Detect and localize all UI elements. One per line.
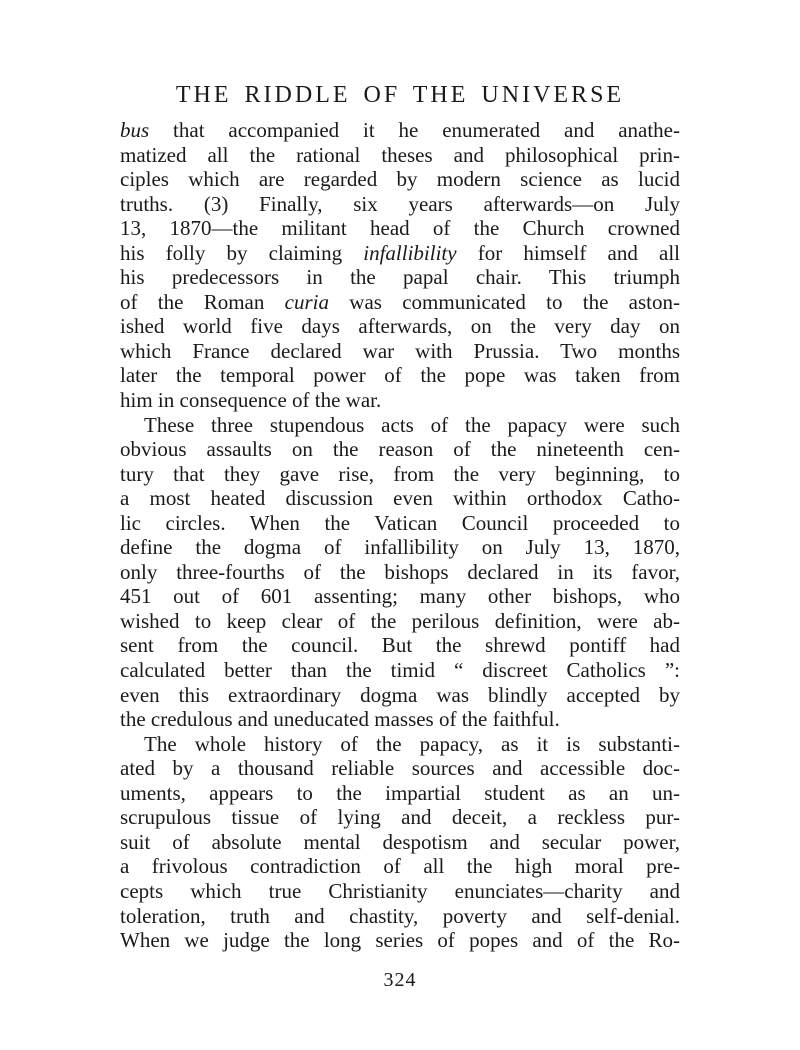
text-line: [120, 511, 680, 536]
italic-term: curia: [284, 289, 329, 314]
text-line: [120, 388, 680, 413]
line-text: 13, 1870—the militant head of the Church crowned: [120, 216, 680, 241]
text-line: [120, 363, 680, 388]
text-line: [120, 756, 680, 781]
line-text-after: that accompanied it he enumerated and anathe-: [149, 118, 680, 142]
line-text: These three stupendous acts of the papacy were such: [144, 412, 680, 437]
line-text: lic circles. When the Vatican Council proceeded to: [120, 510, 680, 535]
text-line: [120, 339, 680, 364]
text-line: [120, 314, 680, 339]
text-line: [120, 486, 680, 511]
text-line: [120, 707, 680, 732]
line-text-after: for himself and all: [456, 240, 680, 265]
text-line: [120, 584, 680, 609]
text-line: [120, 879, 680, 904]
line-text: tury that they gave rise, from the very beginning, to: [120, 461, 680, 486]
line-text: ciples which are regarded by modern science as lucid: [120, 167, 680, 192]
italic-term: infallibility: [363, 240, 457, 265]
text-line: [120, 143, 680, 168]
line-text: a frivolous contradiction of all the high moral pre-: [120, 854, 680, 879]
book-page: [120, 0, 680, 1050]
text-line: [120, 658, 680, 683]
body-text: [120, 118, 680, 953]
text-line: [120, 904, 680, 929]
line-text: define the dogma of infallibility on July 13, 1870,: [120, 535, 680, 560]
text-line: [120, 854, 680, 879]
text-line: [120, 535, 680, 560]
line-text-after: was communicated to the aston-: [329, 289, 681, 314]
line-text: cepts which true Christianity enunciates—charity and: [120, 878, 680, 903]
line-text: the credulous and uneducated masses of the faithful.: [120, 707, 560, 732]
line-text: him in consequence of the war.: [120, 388, 382, 413]
line-text: calculated better than the timid “ discreet Catholics ”:: [120, 658, 680, 683]
line-text: scrupulous tissue of lying and deceit, a reckless pur-: [120, 805, 680, 830]
text-line: [120, 830, 680, 855]
line-text: which France declared war with Prussia. Two months: [120, 338, 680, 363]
line-text: sent from the council. But the shrewd pontiff had: [120, 633, 680, 658]
text-line: [120, 437, 680, 462]
page-number: 324: [383, 969, 417, 991]
text-line: [120, 216, 680, 241]
line-text: suit of absolute mental despotism and secular power,: [120, 829, 680, 854]
text-line: [120, 241, 680, 266]
line-text: obvious assaults on the reason of the nineteenth cen-: [120, 437, 680, 462]
text-line: [120, 609, 680, 634]
text-line: [120, 290, 680, 315]
line-text: his predecessors in the papal chair. This triumph: [120, 265, 680, 290]
italic-term: bus: [120, 118, 150, 142]
line-text: only three-fourths of the bishops declared in its favor,: [120, 559, 680, 584]
line-text: wished to keep clear of the perilous definition, were ab-: [120, 608, 680, 633]
text-line: [120, 192, 680, 217]
text-line: [120, 413, 680, 438]
line-text: toleration, truth and chastity, poverty and self-denial.: [120, 903, 680, 928]
text-line: [120, 781, 680, 806]
text-line: [120, 633, 680, 658]
text-line: [120, 805, 680, 830]
line-text: ated by a thousand reliable sources and accessible doc-: [120, 756, 680, 781]
line-text: his folly by claiming: [120, 240, 364, 265]
text-line: [120, 167, 680, 192]
text-line: [120, 462, 680, 487]
line-text: of the Roman: [120, 289, 285, 314]
line-text: a most heated discussion even within orthodox Catho-: [120, 486, 680, 511]
running-head: THE RIDDLE OF THE UNIVERSE: [175, 82, 625, 108]
line-text: matized all the rational theses and philosophical prin-: [120, 142, 680, 167]
text-line: [120, 118, 680, 143]
text-line: [120, 683, 680, 708]
text-line: [120, 560, 680, 585]
text-line: [120, 732, 680, 757]
line-text: When we judge the long series of popes and of the Ro-: [120, 928, 680, 953]
line-text: truths. (3) Finally, six years afterwards—on July: [120, 191, 680, 216]
line-text: even this extraordinary dogma was blindly accepted by: [120, 682, 680, 707]
text-line: [120, 928, 680, 953]
line-text: ished world five days afterwards, on the very day on: [120, 314, 680, 339]
line-text: The whole history of the papacy, as it is substanti-: [144, 731, 680, 756]
line-text: 451 out of 601 assenting; many other bishops, who: [120, 584, 680, 609]
line-text: later the temporal power of the pope was taken from: [120, 363, 680, 388]
line-text: uments, appears to the impartial student as an un-: [120, 780, 680, 805]
text-line: [120, 265, 680, 290]
